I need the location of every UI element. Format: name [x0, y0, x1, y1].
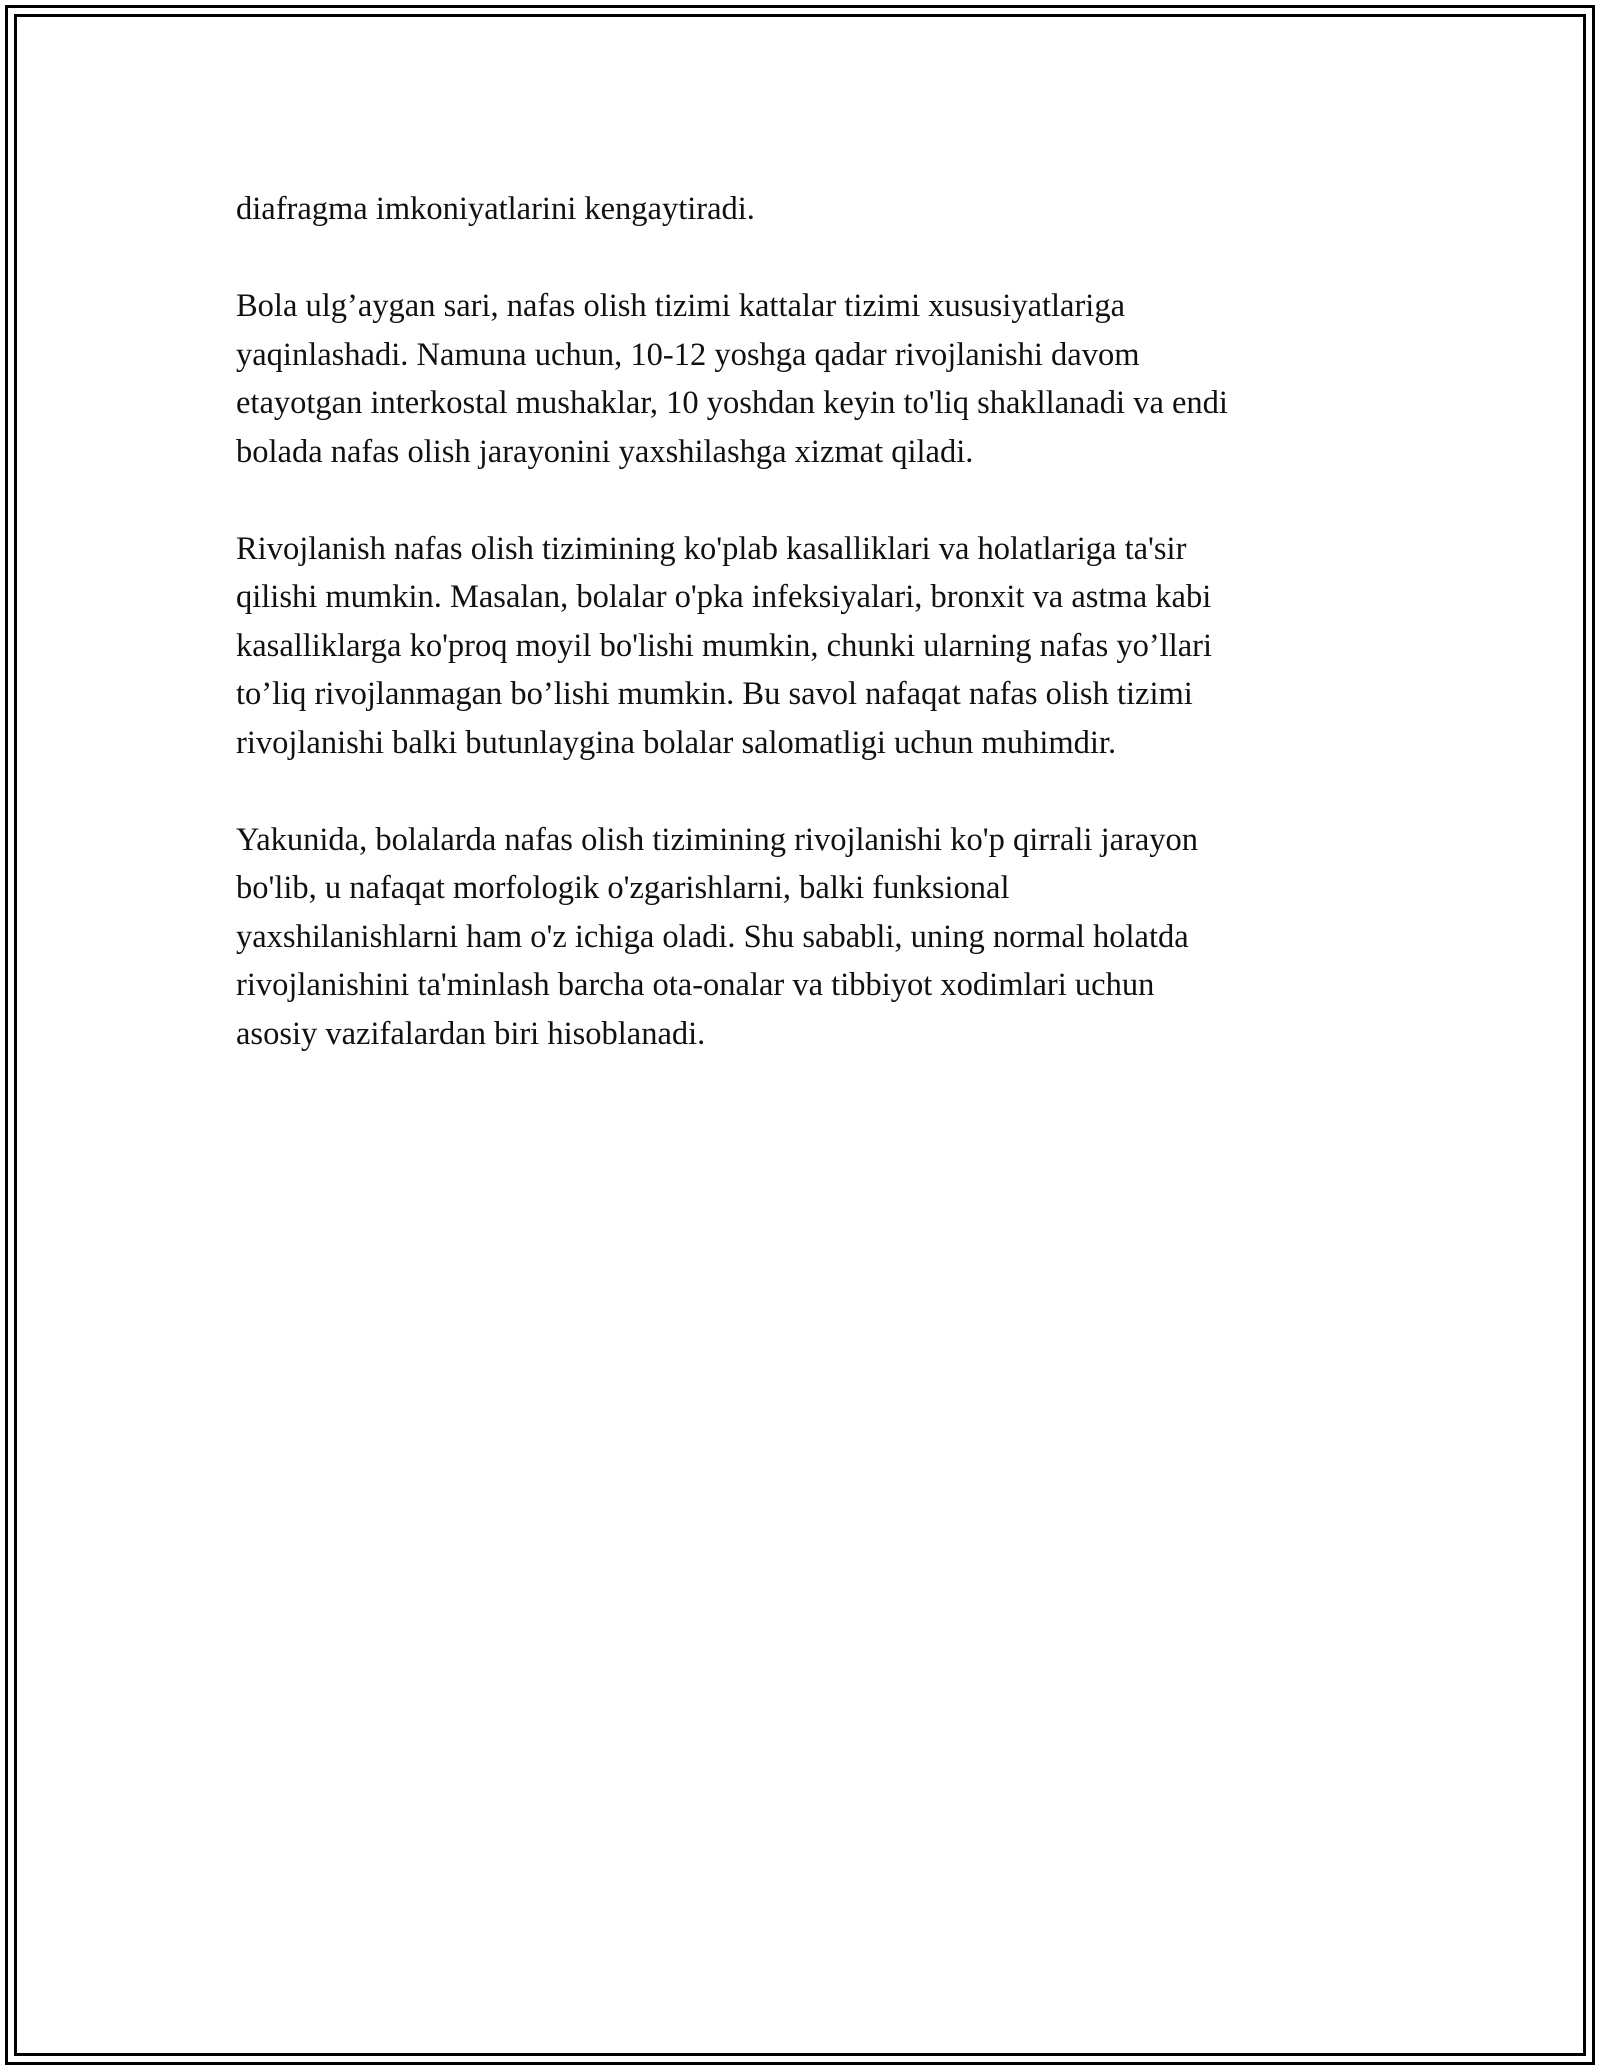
document-body [236, 185, 1376, 1107]
paragraph-diseases: Rivojlanish nafas olish tizimining ko'plab kasalliklari va holatlariga ta'sir qilishi mumkin. Masalan, bolalar o'pka infeksiyalari, bronxit va astma kabi kasalliklarga ko'proq moyil bo'lishi mumkin, chunki ularning nafas yo’llari to’liq rivojlanmagan bo’lishi mumkin. Bu savol nafaqat nafas olish tizimi rivojlanishi balki butunlaygina bolalar salomatligi uchun muhimdir. [236, 530, 1213, 761]
paragraph-conclusion: Yakunida, bolalarda nafas olish tizimining rivojlanishi ko'p qirrali jarayon bo'lib, u nafaqat morfologik o'zgarishlarni, balki funksional yaxshilanishlarni ham o'z ichiga oladi. Shu sababli, uning normal holatda rivojlanishini ta'minlash barcha ota-onalar va tibbiyot xodimlari uchun asosiy vazifalardan biri hisoblanadi. [236, 821, 1199, 1052]
paragraph-continuation: diafragma imkoniyatlarini kengaytiradi. [236, 191, 755, 227]
paragraph-development: Bola ulg’aygan sari, nafas olish tizimi kattalar tizimi xususiyatlariga yaqinlashadi. Namuna uchun, 10-12 yoshga qadar rivojlanishi davom etayotgan interkostal mushaklar, 10 yoshdan keyin to'liq shakllanadi va endi bolada nafas olish jarayonini yaxshilashga xizmat qiladi. [236, 288, 1228, 470]
